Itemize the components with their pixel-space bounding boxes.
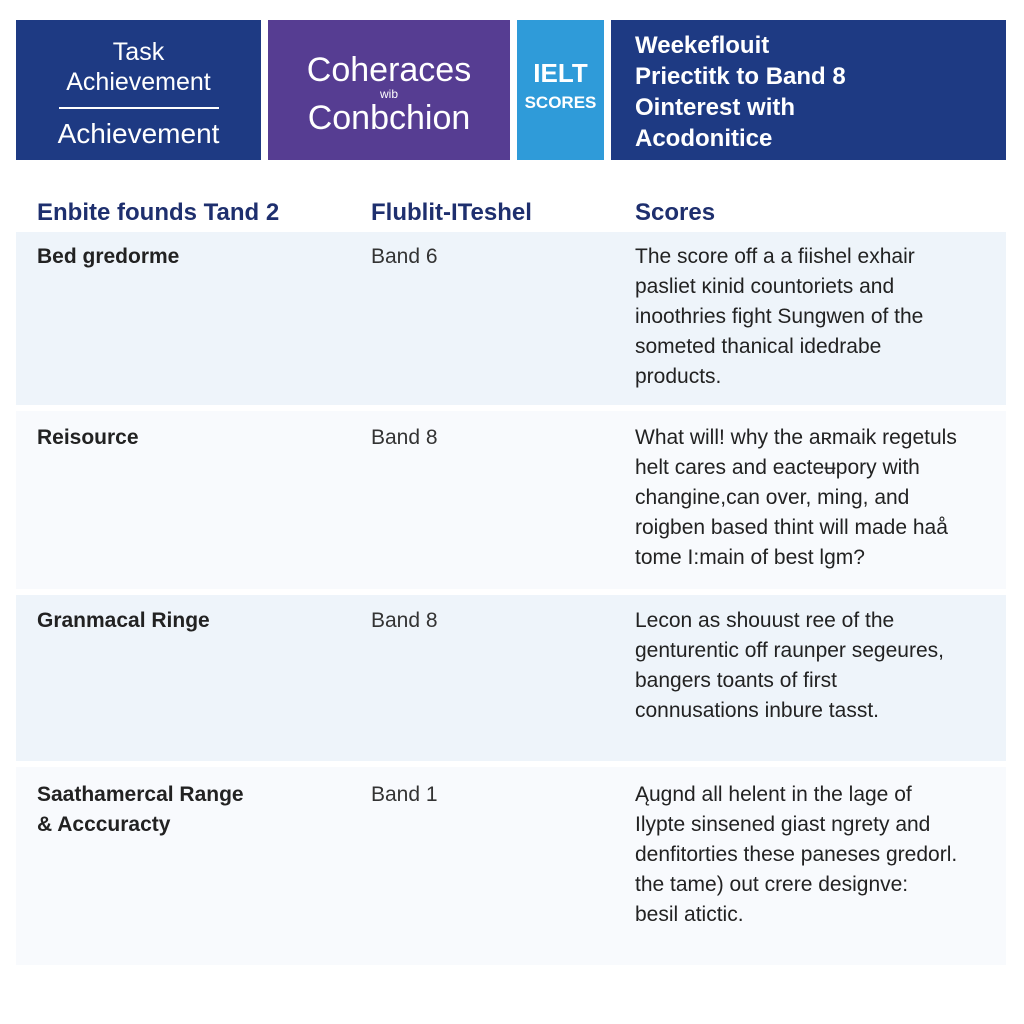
coherence-small-text: wib (379, 87, 398, 101)
ielts-scores-banner (517, 20, 604, 160)
description-line: connusations inbure tasst. (635, 699, 879, 722)
column-header-scores: Scores (635, 199, 716, 226)
criterion-text: Saathamercal Range (37, 783, 244, 806)
description-line: changine,can over, ming, and (635, 486, 910, 509)
description-line: genturentic off raunper segeures, (635, 639, 944, 662)
description-line: What will! why the aʀmaik regetuls (635, 426, 957, 449)
scores-label: SCORES (524, 93, 597, 112)
table-row (16, 767, 1006, 965)
description-line: besil atictic. (635, 903, 744, 926)
criterion-text: & Acccuracty (37, 813, 171, 836)
description-line: the tame) out crere designve: (635, 873, 909, 896)
banner-divider (59, 107, 219, 109)
description-line: Lecon as shouust ree of the (635, 609, 895, 632)
description-line: The score off a a fiishel exhair (635, 245, 915, 268)
description-line: someted thanical idedrabe (635, 335, 882, 358)
criterion-cell (37, 780, 244, 840)
description-line: helt cares and eacteʉpory with (635, 456, 920, 479)
description-line: products. (635, 365, 722, 388)
criterion-text: Bed gredorme (37, 245, 180, 268)
table-header (16, 196, 1006, 230)
weekly-banner-line: Acodonitice (635, 125, 773, 152)
description-line: roigben based thint will made haå (635, 516, 948, 539)
band-cell: Band 6 (371, 245, 438, 268)
description-line: denfitorties these paneses gredorl. (635, 843, 958, 866)
weekly-banner (611, 20, 1006, 160)
description-cell (635, 606, 995, 726)
column-header-criteria: Enbite founds Tand 2 (37, 199, 280, 226)
criterion-cell (37, 606, 210, 636)
description-line: Ilypte sinsened giast ngrety and (635, 813, 931, 836)
weekly-banner-line: Ointerest with (635, 94, 796, 121)
ielts-label: IELT (533, 58, 588, 88)
criterion-cell (37, 423, 139, 453)
criterion-text: Reisource (37, 426, 139, 449)
weekly-banner-line: Weekeflouit (635, 32, 770, 59)
description-line: Ąugnd all helent in the lage of (635, 783, 912, 806)
description-cell (635, 242, 995, 392)
coherence-banner (268, 20, 510, 160)
task-achievement-subtitle: Achievement (57, 118, 220, 149)
column-header-band: Flublit-ITeshel (371, 199, 532, 226)
table-row (16, 595, 1006, 761)
task-achievement-banner (16, 20, 261, 160)
table-row (16, 232, 1006, 405)
description-line: tome I:main of best lgm? (635, 546, 865, 569)
weekly-banner-line: Priectitk to Band 8 (635, 63, 846, 90)
band-cell: Band 8 (371, 609, 438, 632)
coherence-subtitle: Conbchion (307, 99, 471, 137)
table-row (16, 411, 1006, 589)
band-cell: Band 1 (371, 783, 438, 806)
criterion-text: Granmacal Ringe (37, 609, 210, 632)
description-line: pasliet ĸinid countoriets and (635, 275, 895, 298)
description-line: inoothries fight Sungwen of the (635, 305, 924, 328)
description-line: bangers toants of first (635, 669, 837, 692)
band-cell: Band 8 (371, 426, 438, 449)
description-cell (635, 423, 995, 573)
task-achievement-title: Task Achievement (66, 38, 211, 96)
criterion-cell (37, 242, 179, 272)
description-cell (635, 780, 995, 930)
coherence-title: Coheraces (306, 51, 472, 89)
